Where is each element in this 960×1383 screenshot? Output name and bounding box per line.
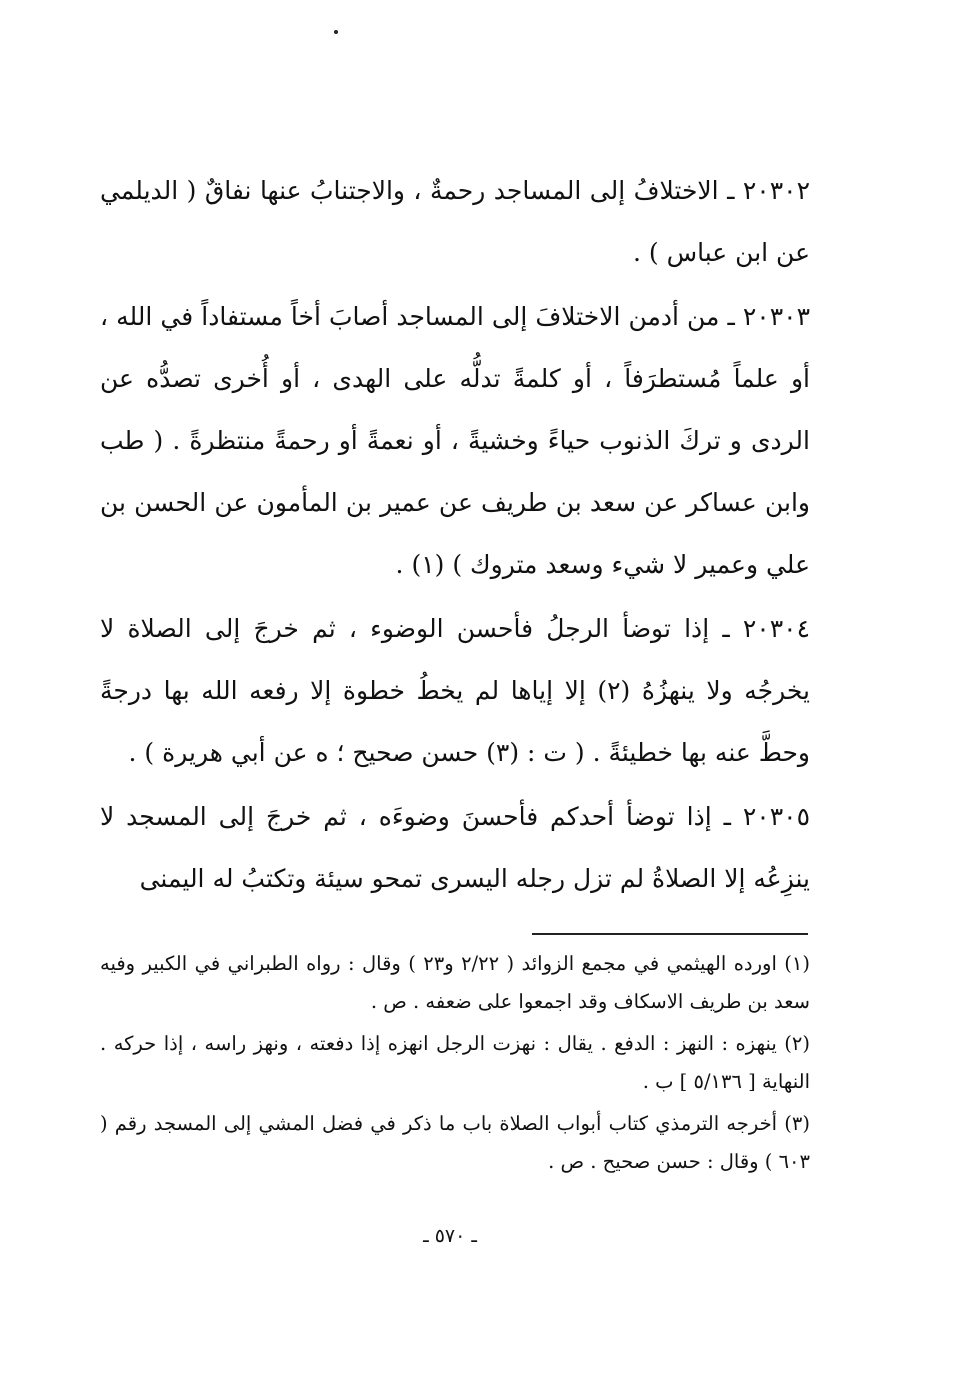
footnote-2: (٢) ينهزه : النهز : الدفع . يقال : نهزت الرجل انهزه إذا دفعته ، ونهز راسه ، إذا حركه . النهاية [ ٥/١٣٦ ] ب . [100,1032,810,1093]
main-text [100,160,810,912]
hadith-entry-20304: ٢٠٣٠٤ ـ إذا توضأ الرجلُ فأحسن الوضوء ، ثم خرجَ إلى الصلاة لا يخرجُه ولا ينهزُهُ (٢) إلا إياها لم يخطُ خطوة إلا رفعه الله بها درجةً وحطَّ عنه بها خطيئةً . ( ت : (٣) حسن صحيح ؛ ه عن أبي هريرة ) . [100,614,810,767]
top-mark [334,30,338,34]
hadith-entry-20302: ٢٠٣٠٢ ـ الاختلافُ إلى المساجد رحمةٌ ، والاجتنابُ عنها نفاقٌ ( الديلمي عن ابن عباس ) . [100,176,810,267]
hadith-entry-20305: ٢٠٣٠٥ ـ إذا توضأ أحدكم فأحسنَ وضوءَه ، ثم خرجَ إلى المسجد لا ينزِعُه إلا الصلاةُ لم تزل رجله اليسرى تمحو سيئة وتكتبُ له اليمنى [100,802,810,893]
footnotes [100,945,810,1185]
hadith-entry-20303: ٢٠٣٠٣ ـ من أدمن الاختلافَ إلى المساجد أصابَ أخاً مستفاداً في الله ، أو علماً مُستطرَفاً ، أو كلمةً تدلُّه على الهدى ، أو أُخرى تصدُّه عن الردى و تركَ الذنوب حياءً وخشيةً ، أو نعمةً أو رحمةً منتظرةً . ( طب وابن عساكر عن سعد بن طريف عن عمير بن المأمون عن الحسن بن علي وعمير لا شيء وسعد متروك ) (١) . [100,302,810,579]
footnote-separator [532,933,808,935]
page-number: ـ ٥٧٠ ـ [423,1225,477,1247]
footnote-1: (١) اورده الهيثمي في مجمع الزوائد ( ٢/٢٢ و٢٣ ) وقال : رواه الطبراني في الكبير وفيه سعد بن طريف الاسكاف وقد اجمعوا على ضعفه . ص . [100,952,810,1013]
footnote-3: (٣) أخرجه الترمذي كتاب أبواب الصلاة باب ما ذكر في فضل المشي إلى المسجد رقم ( ٦٠٣ ) وقال : حسن صحيح . ص . [100,1112,810,1173]
